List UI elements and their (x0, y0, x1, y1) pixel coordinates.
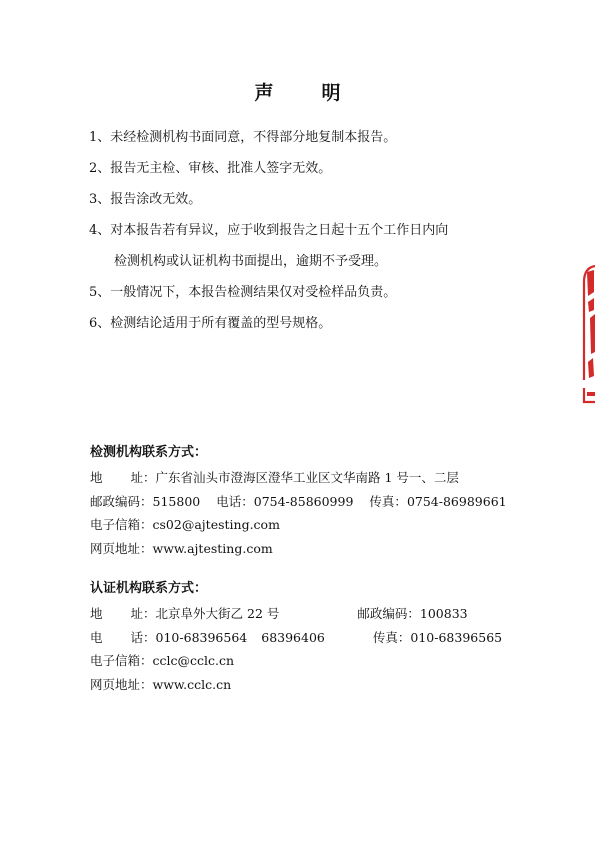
address-label-a: 地 (90, 470, 103, 485)
declaration-item: 2、报告无主检、审核、批准人签字无效。 (89, 161, 332, 176)
cert-contact-section (90, 580, 560, 699)
cert-phone-2: 68396406 (261, 629, 325, 645)
lab-email: cs02@ajtesting.com (152, 517, 280, 532)
web-label: 网页地址： (90, 676, 153, 692)
lab-web: www.ajtesting.com (152, 540, 273, 556)
title-right-char: 明 (321, 82, 341, 104)
cert-email: cclc@cclc.cn (152, 653, 235, 668)
cert-address-row (90, 605, 560, 629)
declaration-item: 4、对本报告若有异议，应于收到报告之日起十五个工作日内向 (89, 223, 449, 238)
lab-phone: 0754-85860999 (253, 493, 354, 509)
postcode-label: 邮政编码： (90, 493, 153, 509)
address-label-a: 地 (90, 606, 103, 621)
declaration-list (89, 128, 529, 345)
postcode-label: 邮政编码： (357, 606, 420, 621)
lab-email-row (90, 516, 560, 540)
lab-fax: 0754-86989661 (406, 493, 507, 509)
phone-label: 电话： (216, 493, 254, 509)
address-label-b: 址： (130, 470, 156, 485)
cert-web: www.cclc.cn (152, 676, 232, 692)
cert-phone-row (90, 629, 560, 653)
cert-postcode: 100833 (419, 606, 468, 621)
page-title (0, 78, 595, 105)
cert-address: 北京阜外大街乙 22 号 (155, 606, 280, 621)
lab-contact-section (90, 444, 560, 563)
declaration-item: 5、一般情况下，本报告检测结果仅对受检样品负责。 (89, 285, 397, 300)
declaration-item: 1、未经检测机构书面同意，不得部分地复制本报告。 (89, 130, 397, 145)
fax-label: 传真： (372, 629, 411, 645)
lab-address: 广东省汕头市澄海区澄华工业区文华南路 1 号一、二层 (155, 470, 459, 485)
fax-label: 传真： (369, 493, 407, 509)
email-label: 电子信箱： (90, 653, 153, 668)
title-left-char: 声 (254, 82, 274, 104)
declaration-item: 6、检测结论适用于所有覆盖的型号规格。 (89, 316, 332, 331)
web-label: 网页地址： (90, 540, 153, 556)
cert-phone: 010-68396564 (155, 629, 248, 645)
declaration-item-continued: 检测机构或认证机构书面提出，逾期不予受理。 (114, 254, 388, 269)
address-label-b: 址： (130, 606, 156, 621)
declaration-item: 3、报告涂改无效。 (89, 192, 202, 207)
phone-label-b: 话： (130, 629, 156, 645)
red-seal-stamp-fragment (582, 262, 595, 406)
lab-contact-heading: 检测机构联系方式： (90, 445, 208, 460)
cert-fax: 010-68396565 (410, 629, 503, 645)
cert-email-row (90, 652, 560, 676)
cert-contact-heading: 认证机构联系方式： (90, 581, 208, 596)
lab-postcode: 515800 (152, 493, 201, 509)
lab-web-row (90, 540, 560, 564)
email-label: 电子信箱： (90, 517, 153, 532)
cert-web-row (90, 676, 560, 700)
lab-address-row (90, 469, 560, 493)
lab-phone-row (90, 493, 560, 517)
phone-label-a: 电 (90, 629, 103, 645)
